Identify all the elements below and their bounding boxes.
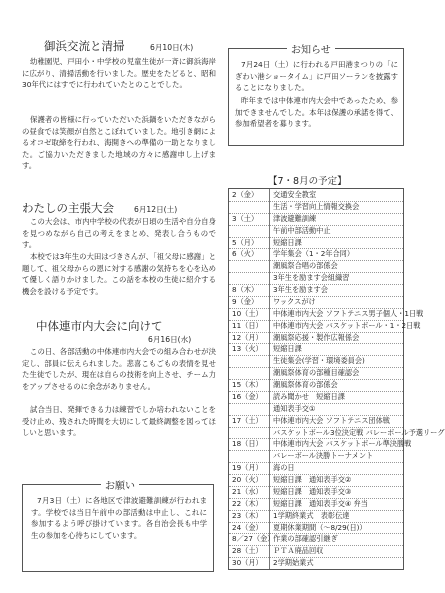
schedule-event: 短縮日課	[273, 344, 302, 354]
box-title: お願い	[101, 477, 139, 492]
schedule-event: 作業の部確認引継ぎ	[273, 534, 338, 544]
section-title: 御浜交流と清掃	[44, 39, 125, 53]
schedule-event: 中体連市内大会 ソフトテニス男子個人・1日戦	[273, 308, 424, 318]
paragraph: 本校では3年生の大田はづきさんが、「祖父母に感謝」と題して、祖父母からの恩に対する感謝の気持ちを心を込めて優しく語りかけました。この話を本校の生徒に紹介する機会を設ける予定です。	[22, 252, 216, 296]
section-title: 中体連市内大会に向けて	[36, 319, 163, 333]
schedule-event: バレーボール決勝トーナメント	[273, 451, 374, 461]
schedule-row	[229, 557, 403, 569]
schedule-event: ＰＴＡ廃品回収	[273, 546, 324, 556]
schedule-event: 3年生を励ます会組織習	[273, 273, 350, 283]
schedule-date: 24（金）	[232, 522, 263, 532]
paragraph: 幼稚園児、戸田小・中学校の児童生徒が一斉に御浜海岸に広がり、清掃活動を行いました。歴史をたどると、昭和30年代にはすでに行われていたとのことでした。	[22, 57, 216, 90]
schedule-event: 潮風祭体育の部係会	[273, 380, 338, 389]
schedule-event: 潮風祭合唱の部係会	[273, 261, 338, 271]
paragraph: 7月3日（土）に各地区で津波避難訓練が行われます。学校では当日午前中の部活動は中止し、これに参加するよう呼び掛けています。各自治会長も中学生の参加を心待ちにしています。	[31, 496, 207, 540]
paragraph: この大会は、市内中学校の代表が日頃の生活や自分自身を見つめながら自己の考えをまとめ、発表し合うものです。	[22, 217, 216, 250]
paragraph: 試合当日、発揮できる力は練習でしか培われないことを受け止め、残された時間を大切にして最終調整を図ってほしいと思います。	[22, 405, 216, 438]
schedule-event: 夏期休業期間（～8/29(日)）	[273, 522, 367, 532]
schedule-date: 6（火）	[232, 249, 259, 259]
schedule-event: 短縮日課	[273, 237, 302, 247]
schedule-event: 海の日	[273, 463, 295, 473]
section-date: 6月10日(木)	[150, 43, 194, 52]
notice-box	[228, 45, 404, 146]
schedule-event: 通知表手交①	[273, 403, 316, 413]
schedule-date: 20（火）	[232, 475, 263, 484]
schedule-event: 中体連市内大会 ソフトテニス団体戦	[273, 415, 390, 425]
section-speech-contest	[22, 200, 216, 320]
schedule-date: 19（月）	[232, 463, 263, 473]
schedule-date: 12（月）	[232, 332, 263, 342]
schedule-date: 23（木）	[232, 510, 263, 520]
schedule-date: 16（金）	[232, 391, 263, 401]
schedule-date: 18（日）	[232, 439, 263, 449]
schedule-date: 11（日）	[232, 320, 263, 330]
schedule-event: 生活・学習向上情報交換会	[273, 201, 360, 211]
section-beach-cleanup	[22, 38, 216, 188]
schedule-date: 5（月）	[232, 237, 259, 247]
schedule-event: 中体連市内大会 バスケットボール・1・2日戦	[273, 320, 421, 330]
schedule-event: ワックスがけ	[273, 296, 316, 306]
schedule-event: 短縮日課 通知表手交②	[273, 475, 352, 484]
paragraph: この日、各部活動の中体連市内大会での組み合わせが決定し、部員に伝えられました。悲喜こもごもの表情を見せた生徒でしたが、現在は自らの技術を向上させ、チーム力をアップさせるのに余念がありません。	[22, 347, 216, 391]
schedule-date: 2（金）	[232, 190, 259, 199]
schedule-date: 8／27（金）	[232, 534, 275, 544]
schedule-date: 9（金）	[232, 296, 259, 306]
schedule-event: 津波避難訓練	[273, 213, 317, 223]
schedule-event: 午前中部活動中止	[273, 225, 331, 235]
paragraph: 昨年までは中体連市内大会中であったため、参加できませんでした。本年は保護の承諾を得て、参加希望者を募ります。	[235, 96, 398, 129]
schedule-date: 13（火）	[232, 344, 263, 354]
schedule-date: 8（木）	[232, 285, 259, 294]
schedule-event: 1学期終業式 表彰伝達	[273, 510, 350, 520]
schedule-title: 【7・8月の予定】	[268, 176, 347, 187]
schedule-event: 短縮日課 通知表手交④ 弁当	[273, 498, 368, 508]
schedule-event: 短縮日課 通知表手交③	[273, 486, 352, 496]
schedule-date: 3（土）	[232, 213, 259, 223]
schedule-date: 22（木）	[232, 498, 263, 508]
schedule-table	[228, 188, 445, 570]
schedule-date: 17（土）	[232, 415, 263, 425]
schedule-event: 生徒集会(学習・環境委員会)	[273, 356, 365, 366]
schedule-event: 2学期始業式	[273, 558, 314, 568]
schedule-date: 21（水）	[232, 486, 263, 496]
schedule-date: 15（木）	[232, 380, 263, 389]
schedule-event: 学年集会（1・2年合同）	[273, 249, 355, 259]
box-title: お知らせ	[287, 41, 335, 56]
schedule-event: 交通安全教室	[273, 190, 317, 199]
paragraph: 7月24日（土）に行われる戸田港まつりの「にぎわい港ショータイム」に戸田ソーランを披露することになりました。	[235, 60, 398, 93]
schedule-date: 30（月）	[232, 558, 263, 568]
schedule-date: 10（土）	[232, 308, 263, 318]
schedule-event: 潮風祭体育の部種目確認会	[273, 368, 360, 378]
paragraph: 保護者の皆様に行っていただいた浜鍋をいただきながらの昼食では笑顔が自然とこぼれていました。地引き網によるオコゼ取締を行われ、海開きへの準備の一助となりました。ご協力いただきました地域の方々に感謝申し上げます。	[22, 115, 216, 171]
schedule-event: 潮風祭応援・製作広報係会	[273, 332, 360, 342]
schedule-event: 読み聞かせ 短縮日課	[273, 391, 345, 401]
section-sports-tournament	[22, 318, 216, 463]
schedule-event: 中体連市内大会 バスケットボール準決勝戦	[273, 439, 412, 449]
section-date: 6月12日(土)	[134, 205, 178, 214]
section-date: 6月16日(水)	[148, 335, 192, 344]
schedule-date: 28（土）	[232, 546, 263, 556]
section-title: わたしの主張大会	[22, 201, 114, 215]
request-box	[22, 481, 214, 572]
schedule-event: バスケットボール3位決定戦 バレーボール予選リーグ	[273, 427, 445, 437]
schedule-event: 3年生を励ます会	[273, 285, 328, 294]
